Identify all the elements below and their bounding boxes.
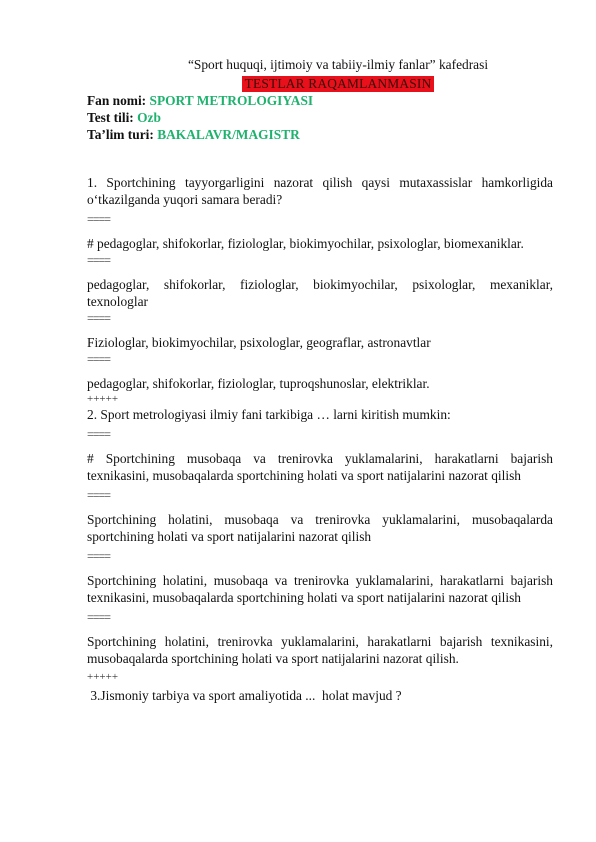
answer-2-3: Sportchining holatini, musobaqa va trenirovka yuklamalarini, harakatlarni bajarish texnikasini, musobaqalarda sportchining holati va sport natijalarini nazorat qilish [87, 573, 553, 605]
level-line [87, 126, 553, 143]
banner-wrap [123, 76, 553, 92]
language-value: Ozb [137, 110, 161, 125]
separator-equals: ==== [87, 488, 111, 502]
subject-value: SPORT METROLOGIYASI [149, 93, 314, 108]
separator-equals: ==== [87, 311, 111, 325]
answer-2-4: Sportchining holatini, trenirovka yuklamalarini, harakatlarni bajarish texnikasini, musobaqalarda sportchining holati va sport natijalarini nazorat qilish. [87, 634, 553, 666]
separator-equals: ==== [87, 427, 111, 441]
answer-1-3: Fiziologlar, biokimyochilar, psixologlar, geograflar, astronavtlar [87, 335, 431, 350]
separator-plus: +++++ [87, 393, 119, 405]
answer-1-1: # pedagoglar, shifokorlar, fiziologlar, biokimyochilar, psixologlar, biomexaniklar. [87, 236, 524, 251]
subject-line [87, 92, 553, 109]
answer-2-2: Sportchining holatini, musobaqa va trenirovka yuklamalarini, musobaqalarda sportchining holati va sport natijalarini nazorat qilish [87, 512, 553, 544]
answer-1-2: pedagoglar, shifokorlar, fiziologlar, biokimyochilar, psixologlar, mexaniklar, texnologlar [87, 277, 553, 309]
document-page [87, 56, 553, 704]
separator-plus: +++++ [87, 671, 119, 683]
answer-2-1: # Sportchining musobaqa va trenirovka yuklamalarini, harakatlarni bajarish texnikasini, musobaqalarda sportchining holati va sport natijalarini nazorat qilish [87, 451, 553, 483]
separator-equals: ==== [87, 549, 111, 563]
department-title: “Sport huquqi, ijtimoiy va tabiiy-ilmiy fanlar” kafedrasi [187, 57, 489, 72]
separator-equals: ==== [87, 212, 111, 226]
language-label: Test tili: [87, 110, 134, 125]
question-2: 2. Sport metrologiyasi ilmiy fani tarkibiga … larni kiritish mumkin: [87, 407, 451, 422]
level-value: BAKALAVR/MAGISTR [157, 127, 300, 142]
question-3: 3.Jismoniy tarbiya va sport amaliyotida ... holat mavjud ? [87, 688, 402, 703]
level-label: Ta’lim turi: [87, 127, 154, 142]
separator-equals: ==== [87, 253, 111, 267]
separator-equals: ==== [87, 610, 111, 624]
question-1: 1. Sportchining tayyorgarligini nazorat qilish qaysi mutaxassislar hamkorligida o‘tkazilganda yuqori samara beradi? [87, 175, 553, 207]
language-line [87, 109, 553, 126]
answer-1-4: pedagoglar, shifokorlar, fiziologlar, tuproqshunoslar, elektriklar. [87, 376, 430, 391]
subject-label: Fan nomi: [87, 93, 147, 108]
warning-banner: TESTLAR RAQAMLANMASIN [242, 76, 435, 92]
separator-equals: ==== [87, 352, 111, 366]
